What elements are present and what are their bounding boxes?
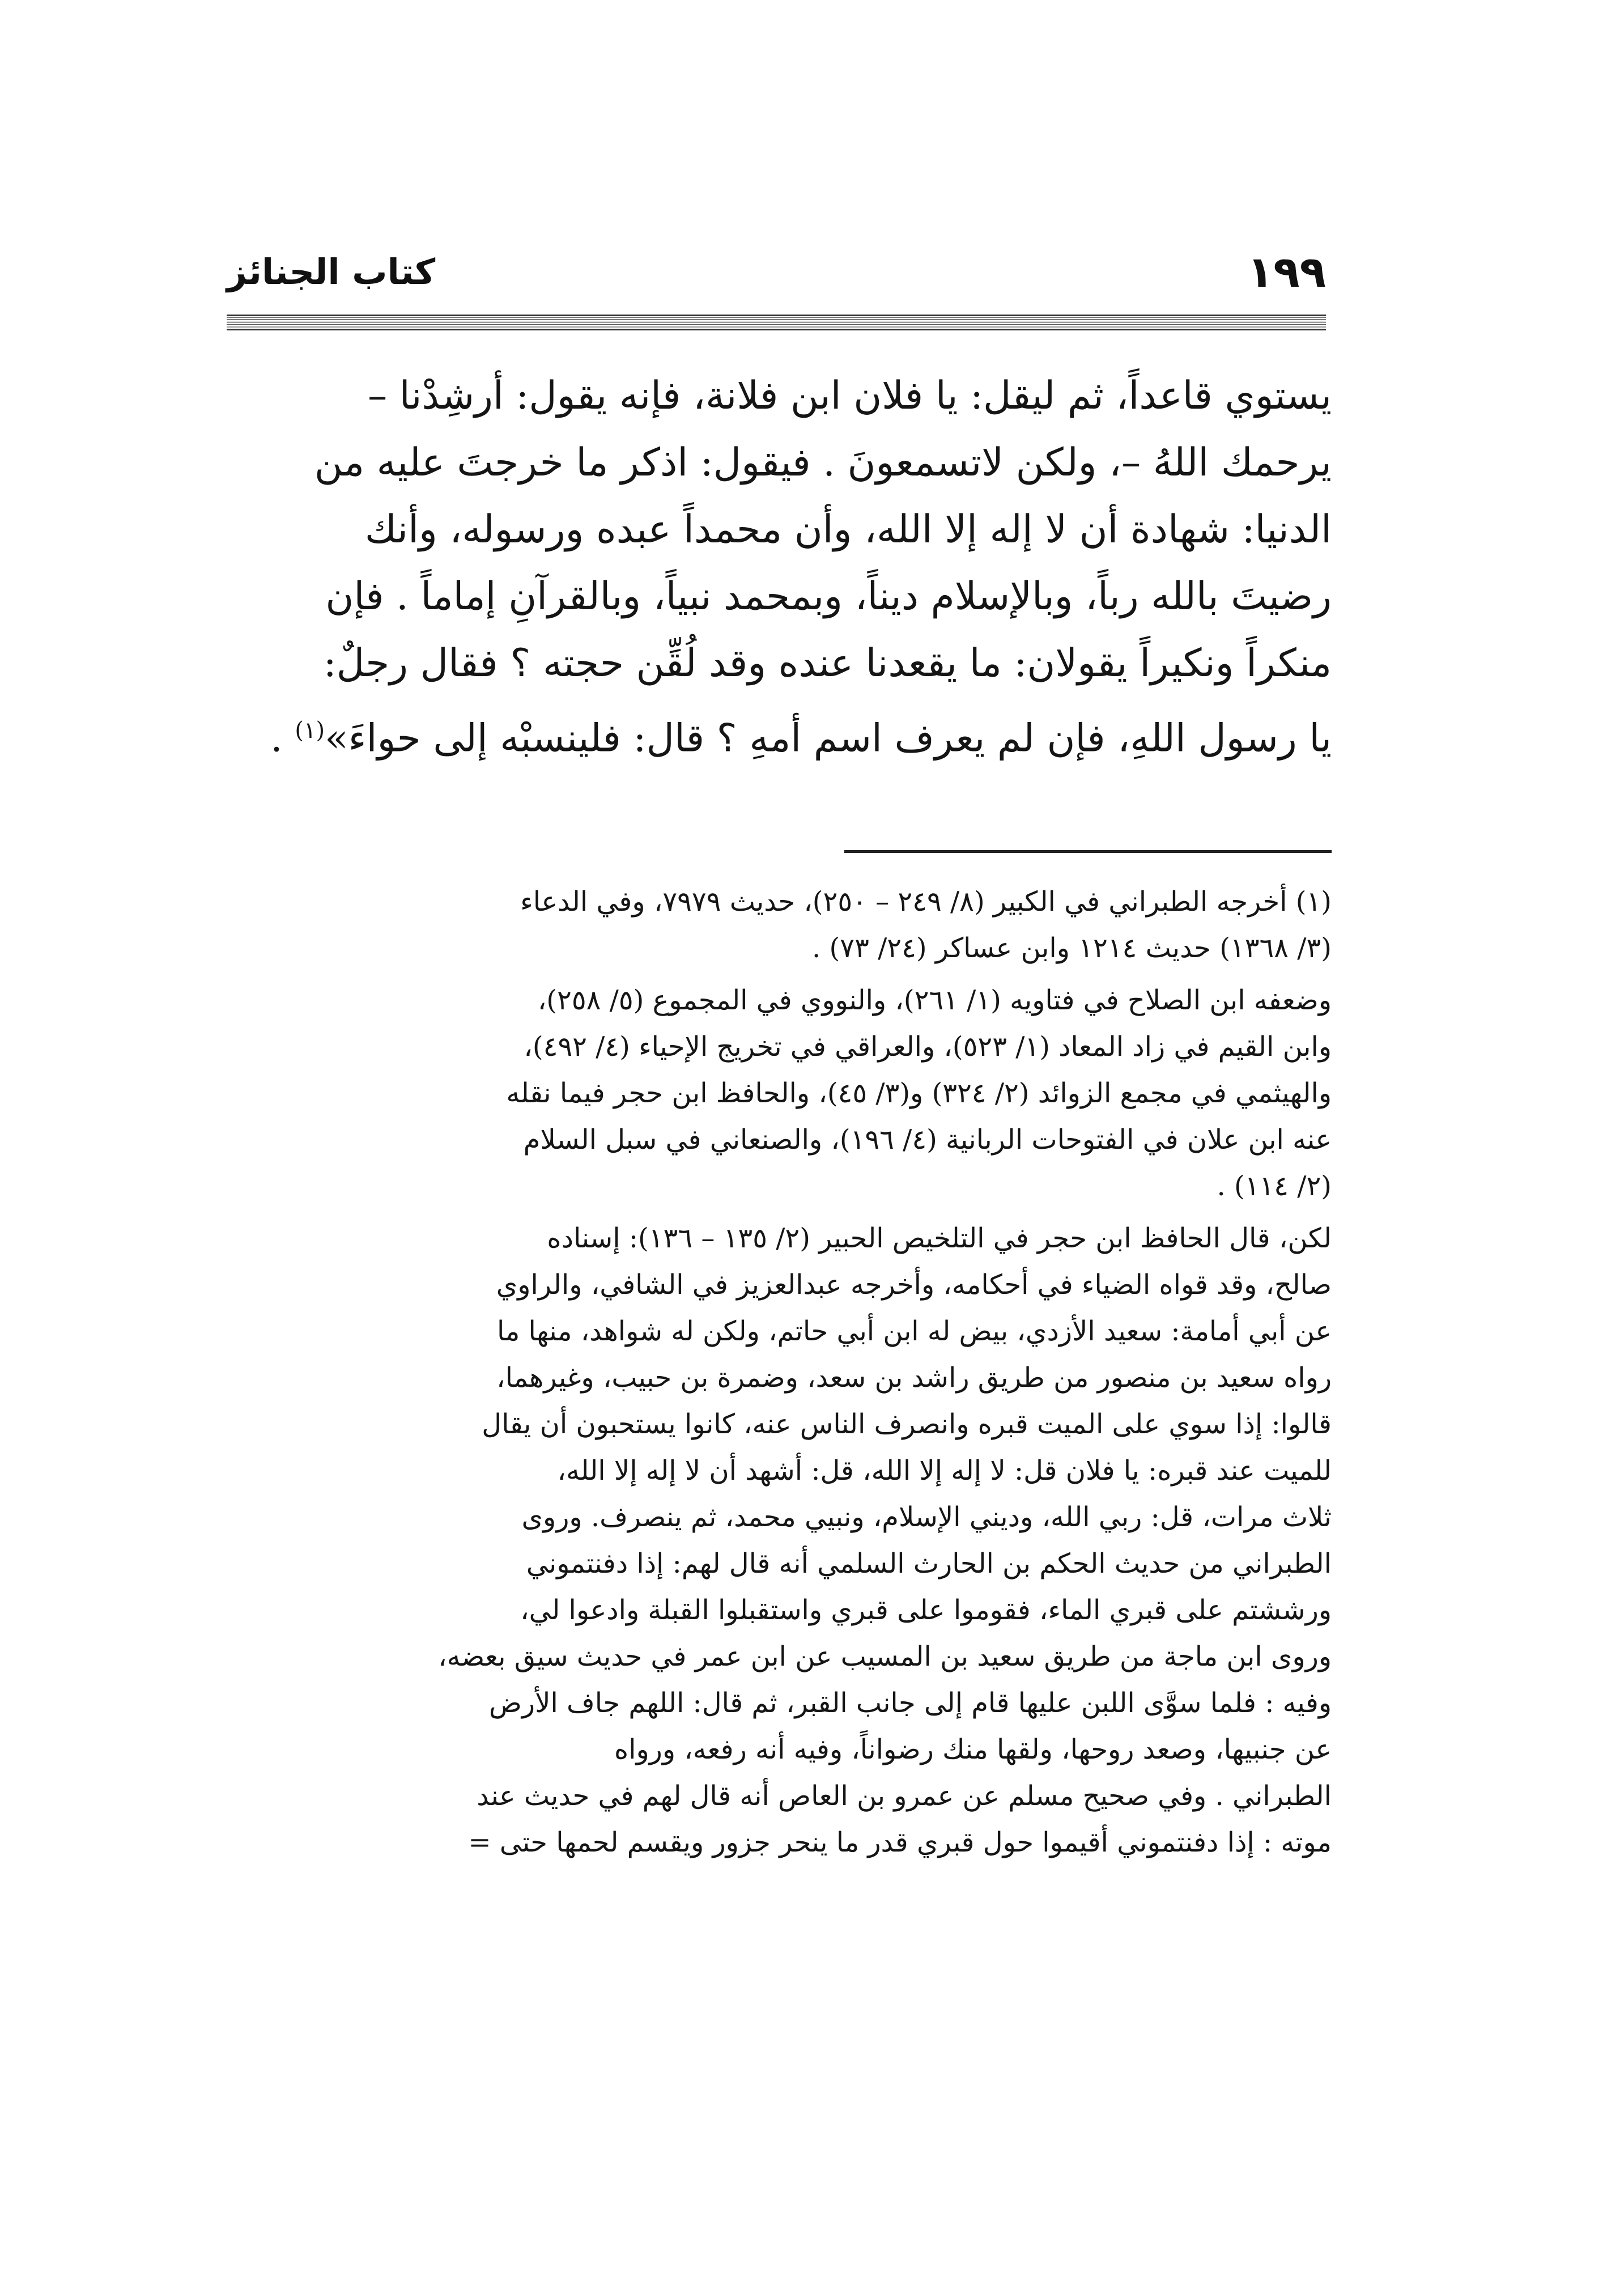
paragraph-gap xyxy=(227,1209,1332,1215)
page-number: ١٩٩ xyxy=(1247,247,1326,297)
footnote-line: عن أبي أمامة: سعيد الأزدي، بيض له ابن أبي حاتم، ولكن له شواهد، منها ما xyxy=(496,1315,1332,1347)
final-period: . xyxy=(270,716,283,761)
footnote-separator xyxy=(844,850,1332,853)
main-text-line: يرحمك اللهُ –، ولكن لاتسمعونَ . فيقول: اذكر ما خرجتَ عليه من xyxy=(314,440,1332,485)
main-text-line: يستوي قاعداً، ثم ليقل: يا فلان ابن فلانة، فإنه يقول: أرشِدْنا – xyxy=(368,373,1332,418)
footnote-line: (١) أخرجه الطبراني في الكبير (٨/ ٢٤٩ – ٢٥٠)، حديث ٧٩٧٩، وفي الدعاء xyxy=(520,886,1332,918)
footnote-line: (٣/ ١٣٦٨) حديث ١٢١٤ وابن عساكر (٢٤/ ٧٣) . xyxy=(812,932,1332,964)
footnote-reference-marker: (١) xyxy=(295,717,325,744)
header-divider xyxy=(227,315,1326,330)
footnote-line: قالوا: إذا سوي على الميت قبره وانصرف الناس عنه، كانوا يستحبون أن يقال xyxy=(482,1408,1332,1440)
main-text-line-last xyxy=(227,697,1332,772)
footnote-line: (٢/ ١١٤) . xyxy=(1217,1170,1332,1202)
footnote-line: ورششتم على قبري الماء، فقوموا على قبري واستقبلوا القبلة وادعوا لي، xyxy=(520,1594,1332,1626)
footnote-line: وضعفه ابن الصلاح في فتاويه (١/ ٢٦١)، والنووي في المجموع (٥/ ٢٥٨)، xyxy=(537,984,1332,1016)
footnote-line: الطبراني من حديث الحكم بن الحارث السلمي أنه قال لهم: إذا دفنتموني xyxy=(526,1548,1332,1579)
main-text-line: رضيتَ بالله رباً، وبالإسلام ديناً، وبمحمد نبياً، وبالقرآنِ إماماً . فإن xyxy=(325,574,1332,619)
footnote-line: وروى ابن ماجة من طريق سعيد بن المسيب عن ابن عمر في حديث سيق بعضه، xyxy=(438,1641,1332,1672)
main-text-line-content: يا رسول اللهِ، فإن لم يعرف اسم أمهِ ؟ قال: فلينسبْه إلى حواءَ» xyxy=(325,716,1332,761)
footnote-line: وفيه : فلما سوَّى اللبن عليها قام إلى جانب القبر، ثم قال: اللهم جاف الأرض xyxy=(488,1687,1332,1719)
footnotes-block xyxy=(227,878,1332,1866)
footnote-line: عن جنبيها، وصعد روحها، ولقها منك رضواناً، وفيه أنه رفعه، ورواه xyxy=(614,1734,1332,1765)
footnote-line: ثلاث مرات، قل: ربي الله، وديني الإسلام، ونبيي محمد، ثم ينصرف. وروى xyxy=(521,1501,1332,1533)
footnote-line: لكن، قال الحافظ ابن حجر في التلخيص الحبير (٢/ ١٣٥ – ١٣٦): إسناده xyxy=(547,1222,1332,1254)
page-header xyxy=(227,244,1326,306)
footnote-line: رواه سعيد بن منصور من طريق راشد بن سعد، وضمرة بن حبيب، وغيرهما، xyxy=(496,1362,1332,1394)
paragraph-gap xyxy=(227,971,1332,977)
footnote-line: والهيثمي في مجمع الزوائد (٢/ ٣٢٤) و(٣/ ٤٥)، والحافظ ابن حجر فيما نقله xyxy=(506,1077,1332,1109)
main-text-line: الدنيا: شهادة أن لا إله إلا الله، وأن محمداً عبده ورسوله، وأنك xyxy=(364,507,1332,552)
footnote-line: الطبراني . وفي صحيح مسلم عن عمرو بن العاص أنه قال لهم في حديث عند xyxy=(477,1780,1332,1812)
footnote-line: صالح، وقد قواه الضياء في أحكامه، وأخرجه عبدالعزيز في الشافي، والراوي xyxy=(496,1269,1332,1301)
book-title: كتاب الجنائز xyxy=(227,251,436,292)
main-text-block xyxy=(227,363,1332,772)
footnote-line: وابن القيم في زاد المعاد (١/ ٥٢٣)، والعراقي في تخريج الإحياء (٤/ ٤٩٢)، xyxy=(524,1031,1332,1063)
main-text-line: منكراً ونكيراً يقولان: ما يقعدنا عنده وقد لُقِّن حجته ؟ فقال رجلٌ: xyxy=(323,641,1332,686)
footnote-line: موته : إذا دفنتموني أقيموا حول قبري قدر ما ينحر جزور ويقسم لحمها حتى = xyxy=(468,1827,1332,1858)
footnote-line: للميت عند قبره: يا فلان قل: لا إله إلا الله، قل: أشهد أن لا إله إلا الله، xyxy=(557,1455,1332,1487)
footnote-line: عنه ابن علان في الفتوحات الربانية (٤/ ١٩٦)، والصنعاني في سبل السلام xyxy=(523,1124,1332,1156)
